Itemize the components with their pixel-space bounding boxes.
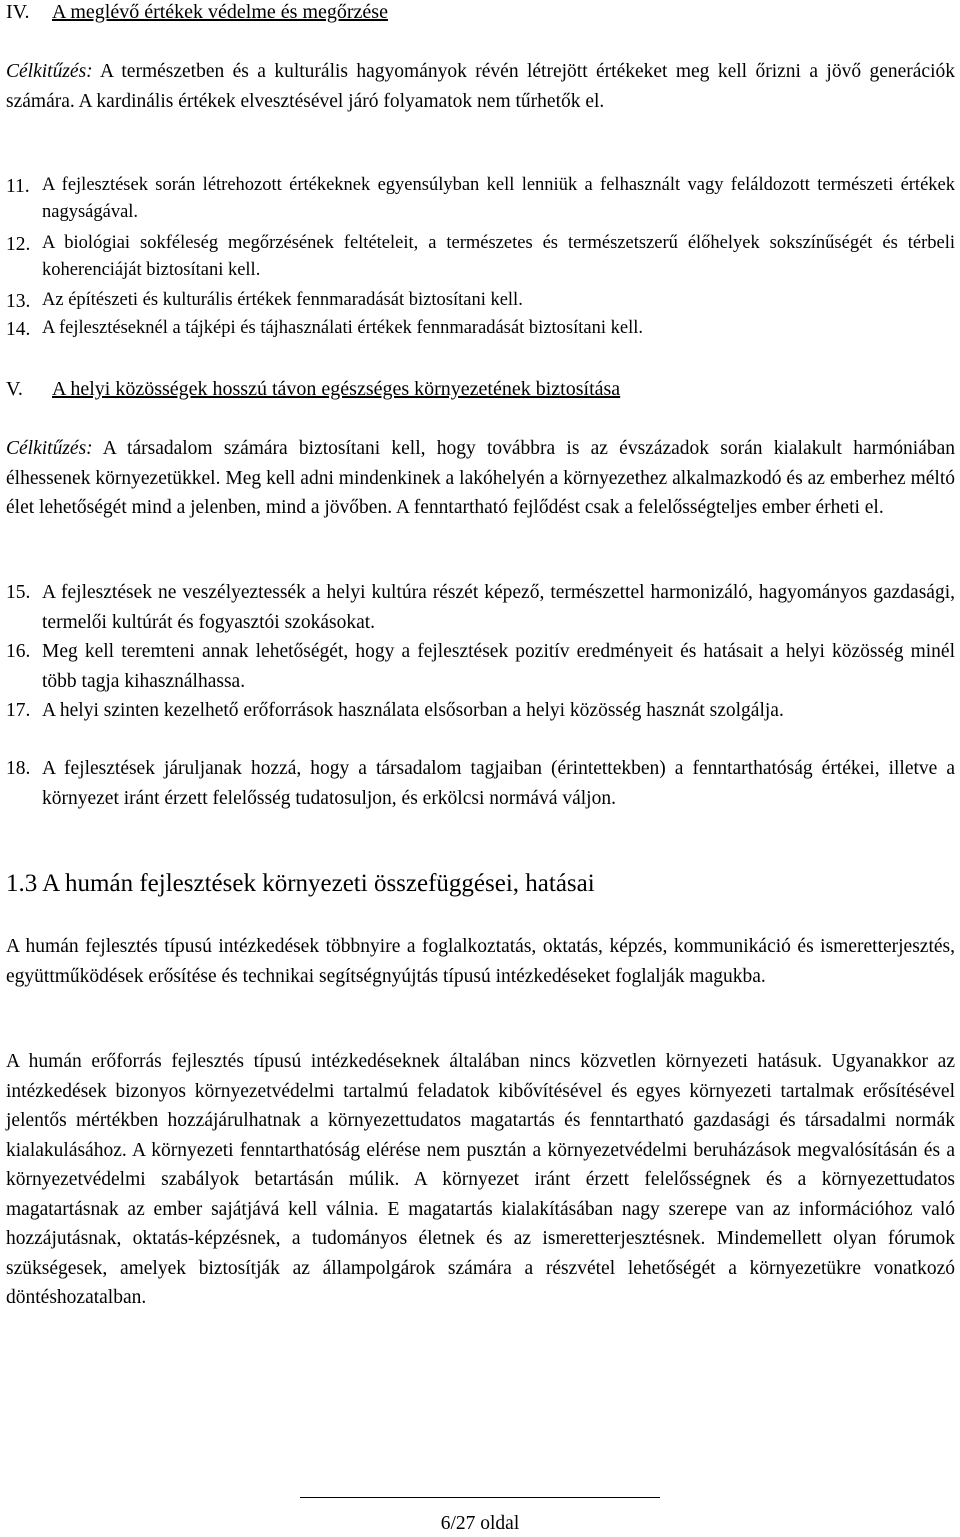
section-v-title: A helyi közösségek hosszú távon egészséges környezetének biztosítása xyxy=(52,378,621,400)
list-item-text: A fejlesztések ne veszélyeztessék a helyi kultúra részét képező, természettel harmonizáló, hagyományos gazdasági, termelői kultúrát és fogyasztói szokásokat. xyxy=(42,582,955,633)
list-item-number: 16. xyxy=(6,641,31,662)
list-item-text: Meg kell teremteni annak lehetőségét, hogy a fejlesztések pozitív eredményeit és hatásait a helyi közösség minél több tagja kihasználhassa. xyxy=(42,641,955,692)
list-item-text: A fejlesztéseknél a tájképi és tájhasználati értékek fennmaradását biztosítani kell. xyxy=(42,318,643,338)
footer-divider xyxy=(300,1497,660,1498)
list-item-13 xyxy=(6,287,955,314)
list-item-14 xyxy=(6,315,955,342)
section-v-heading xyxy=(6,375,955,405)
section-v-goal xyxy=(6,434,955,523)
list-item-11 xyxy=(6,172,955,226)
list-item-number: 14. xyxy=(6,319,31,340)
page-number: 6/27 oldal xyxy=(440,1513,520,1534)
list-item-text: A helyi szinten kezelhető erőforrások használata elsősorban a helyi közösség hasznát szolgálja. xyxy=(42,700,784,721)
list-item-16 xyxy=(6,637,955,696)
section-iv-heading xyxy=(6,0,955,28)
section-1-3-heading: 1.3 A humán fejlesztések környezeti összefüggései, hatásai xyxy=(6,870,595,897)
section-1-3-paragraph-1: A humán fejlesztés típusú intézkedések többnyire a foglalkoztatás, oktatás, képzés, kommunikáció és ismeretterjesztés, együttműködések erősítése és technikai segítségnyújtás típusú intézkedéseket foglalják magukba. xyxy=(6,936,955,987)
list-item-18 xyxy=(6,754,955,813)
list-item-number: 18. xyxy=(6,758,31,779)
list-item-15 xyxy=(6,578,955,637)
section-v-goal-label: Célkitűzés: xyxy=(6,438,93,459)
list-item-text: Az építészeti és kulturális értékek fennmaradását biztosítani kell. xyxy=(42,290,523,310)
section-iv-goal-text: A természetben és a kulturális hagyományok révén létrejött értékeket meg kell őrizni a jövő generációk számára. A kardinális értékek elvesztésével járó folyamatok nem tűrhetők el. xyxy=(6,61,955,112)
section-iv-goal-label: Célkitűzés: xyxy=(6,61,93,82)
list-item-number: 12. xyxy=(6,234,31,255)
list-item-number: 15. xyxy=(6,582,31,603)
section-iv-title: A meglévő értékek védelme és megőrzése xyxy=(52,1,388,23)
list-item-17 xyxy=(6,696,955,726)
list-item-text: A biológiai sokféleség megőrzésének feltételeit, a természetes és természetszerű élőhelyek sokszínűségét és térbeli koherenciáját biztosítani kell. xyxy=(42,233,955,280)
section-v-number: V. xyxy=(6,378,23,400)
section-v-goal-text: A társadalom számára biztosítani kell, hogy továbbra is az évszázadok során kialakult harmóniában élhessenek környezetükkel. Meg kell adni mindenkinek a lakóhelyén a környezethez alkalmazkodó és az emberhez méltó élet lehetőségét mind a jelenben, mind a jövőben. A fenntartható fejlődést csak a felelősségteljes ember érheti el. xyxy=(6,438,955,518)
list-item-12 xyxy=(6,230,955,284)
section-iv-goal xyxy=(6,57,955,116)
section-1-3-paragraph-2: A humán erőforrás fejlesztés típusú intézkedéseknek általában nincs közvetlen környezeti hatásuk. Ugyanakkor az intézkedések bizonyos környezetvédelmi tartalmú feladatok kibővítésével és egyes környezeti tartalmak erősítésével jelentős mértékben hozzájárulhatnak a környezettudatos magatartás és fenntartható gazdasági és társadalmi normák kialakulásához. A környezeti fenntarthatóság elérése nem pusztán a környezetvédelmi beruházások megvalósításán és a környezetvédelmi szabályok betartásán múlik. A környezet iránt érzett felelősségnek és a környezettudatos magatartásnak az ember sajátjává kell válnia. E magatartás kialakításában nagy szerepe van az információhoz való hozzájutásnak, oktatás-képzésnek, a tudományos életnek és az ismeretterjesztésnek. Mindemellett olyan fórumok szükségesek, amelyek biztosítják az állampolgárok számára a részvétel lehetőségét a környezetükre vonatkozó döntéshozatalban. xyxy=(6,1051,955,1308)
list-item-number: 17. xyxy=(6,700,31,721)
section-iv-number: IV. xyxy=(6,1,30,23)
list-item-text: A fejlesztések járuljanak hozzá, hogy a társadalom tagjaiban (érintettekben) a fenntarthatóság értékei, illetve a környezet iránt érzett felelősség tudatosuljon, és erkölcsi normává váljon. xyxy=(42,758,955,809)
list-item-number: 13. xyxy=(6,291,31,312)
list-item-text: A fejlesztések során létrehozott értékeknek egyensúlyban kell lenniük a felhasznált vagy feláldozott természeti értékek nagyságával. xyxy=(42,175,955,222)
list-item-number: 11. xyxy=(6,176,30,197)
